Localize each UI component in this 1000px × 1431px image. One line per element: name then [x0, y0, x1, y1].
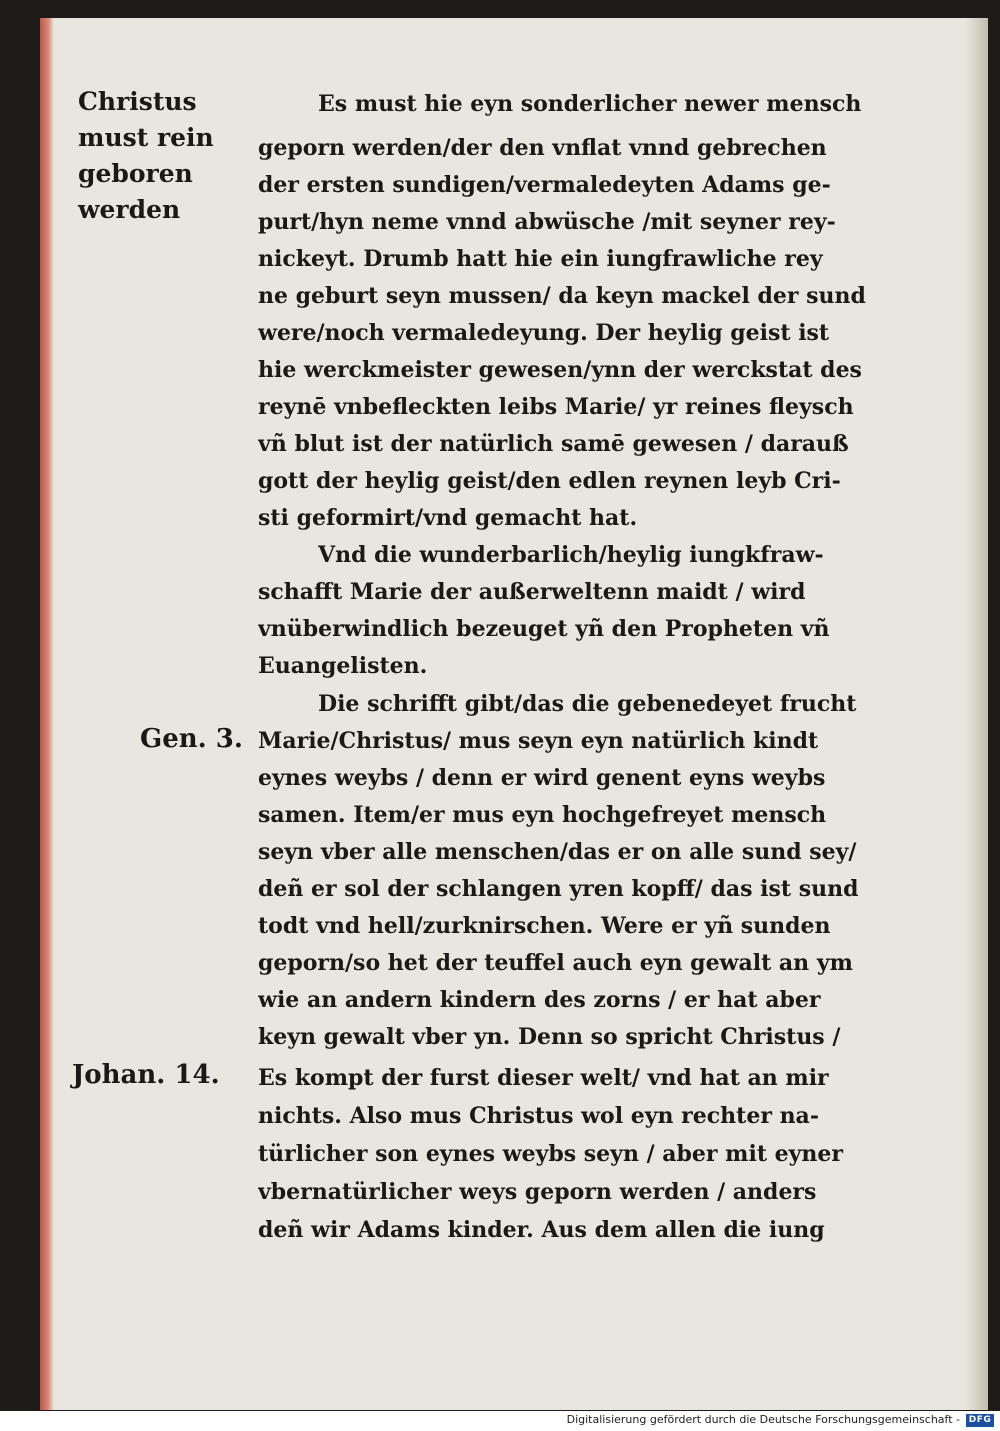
- page-edge-right: [965, 18, 988, 1410]
- margin-note-line: Christus: [78, 87, 197, 116]
- margin-note-line: must rein: [78, 123, 214, 152]
- text-line: der ersten sundigen/vermaledeyten Adams ge-: [258, 172, 831, 198]
- text-line: deñ er sol der schlangen yren kopff/ das ist sund: [258, 876, 859, 902]
- text-line: geporn/so het der teuffel auch eyn gewalt an ym: [258, 950, 853, 976]
- text-line: wie an andern kindern des zorns / er hat aber: [258, 987, 821, 1013]
- text-line: vbernatürlicher weys geporn werden / anders: [258, 1179, 817, 1205]
- text-line: deñ wir Adams kinder. Aus dem allen die iung: [258, 1217, 825, 1243]
- text-line: nichts. Also mus Christus wol eyn rechter na-: [258, 1103, 819, 1129]
- text-line: vnüberwindlich bezeuget yñ den Propheten vñ: [258, 616, 830, 642]
- text-line: Es kompt der furst dieser welt/ vnd hat an mir: [258, 1065, 829, 1091]
- text-line: eynes weybs / denn er wird genent eyns weybs: [258, 765, 826, 791]
- text-line: schafft Marie der außerweltenn maidt / wird: [258, 579, 806, 605]
- text-line: sti geformirt/vnd gemacht hat.: [258, 505, 638, 531]
- text-line: Die schrifft gibt/das die gebenedeyet frucht: [318, 691, 857, 717]
- text-line: vñ blut ist der natürlich samē gewesen / darauß: [258, 431, 849, 457]
- digitization-footer: [0, 1411, 1000, 1431]
- text-line: purt/hyn neme vnnd abwüsche /mit seyner rey-: [258, 209, 836, 235]
- text-line: Vnd die wunderbarlich/heylig iungkfraw-: [318, 542, 824, 568]
- text-line: keyn gewalt vber yn. Denn so spricht Christus /: [258, 1024, 841, 1050]
- text-line: todt vnd hell/zurknirschen. Were er yñ sunden: [258, 913, 831, 939]
- text-line: reynē vnbefleckten leibs Marie/ yr reines fleysch: [258, 394, 854, 420]
- text-line: türlicher son eynes weybs seyn / aber mit eyner: [258, 1141, 843, 1167]
- text-line: hie werckmeister gewesen/ynn der werckstat des: [258, 357, 862, 383]
- margin-note-line: geboren: [78, 159, 193, 188]
- text-line: geporn werden/der den vnflat vnnd gebrechen: [258, 135, 827, 161]
- text-line: Euangelisten.: [258, 653, 428, 679]
- funding-notice: Digitalisierung gefördert durch die Deutsche Forschungsgemeinschaft -: [566, 1413, 960, 1426]
- margin-ref-gen: Gen. 3.: [140, 724, 243, 754]
- text-line: samen. Item/er mus eyn hochgefreyet mensch: [258, 802, 827, 828]
- text-line: Marie/Christus/ mus seyn eyn natürlich kindt: [258, 728, 819, 754]
- margin-note: [78, 84, 248, 228]
- text-line: gott der heylig geist/den edlen reynen leyb Cri-: [258, 468, 841, 494]
- text-line: seyn vber alle menschen/das er on alle sund sey/: [258, 839, 857, 865]
- margin-note-line: werden: [78, 195, 181, 224]
- text-line: were/noch vermaledeyung. Der heylig geist ist: [258, 320, 830, 346]
- dfg-logo: DFG: [966, 1414, 994, 1427]
- text-line: ne geburt seyn mussen/ da keyn mackel der sund: [258, 283, 866, 309]
- text-line: nickeyt. Drumb hatt hie ein iungfrawliche rey: [258, 246, 823, 272]
- margin-ref-johan: Johan. 14.: [72, 1060, 220, 1090]
- page-edge-left: [40, 18, 54, 1410]
- text-line: Es must hie eyn sonderlicher newer mensch: [318, 91, 862, 117]
